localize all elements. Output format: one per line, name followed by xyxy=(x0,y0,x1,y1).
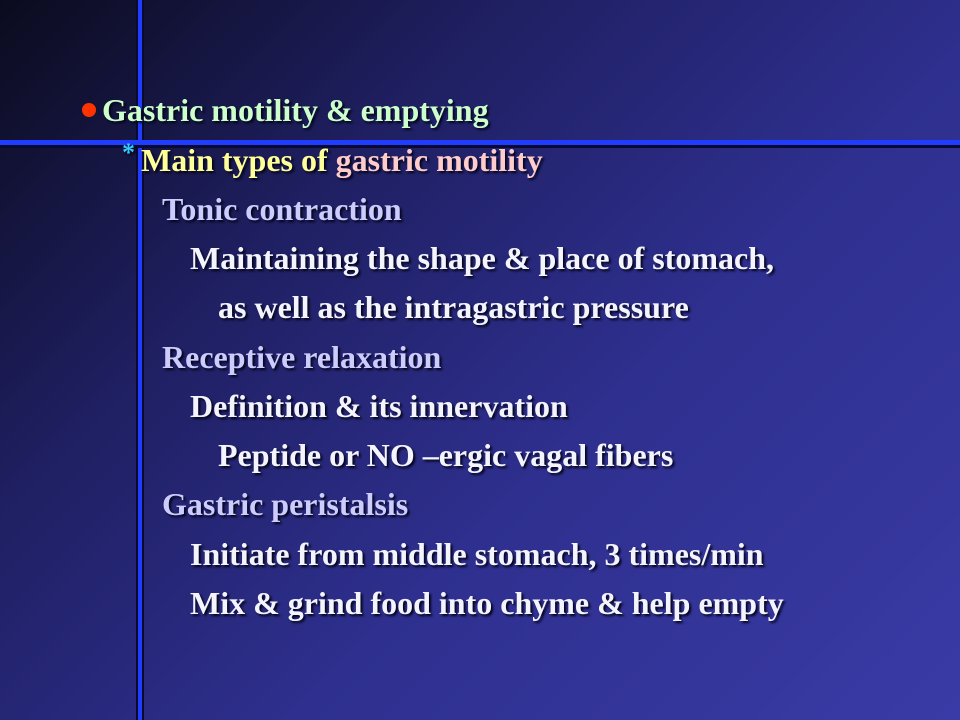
section-gastric-peristalsis: Gastric peristalsis xyxy=(162,486,409,522)
subheading-highlight: gastric motility xyxy=(335,142,543,178)
bullet-dot-icon xyxy=(82,103,96,117)
star-bullet-icon: * xyxy=(122,138,135,167)
body-line: as well as the intragastric pressure xyxy=(218,289,689,325)
body-line: Definition & its innervation xyxy=(190,388,568,424)
slide-heading xyxy=(82,90,489,130)
slide-subheading xyxy=(122,140,543,183)
section-tonic-contraction: Tonic contraction xyxy=(162,191,402,227)
body-line: Peptide or NO –ergic vagal fibers xyxy=(218,437,674,473)
body-line: Initiate from middle stomach, 3 times/min xyxy=(190,536,764,572)
section-receptive-relaxation: Receptive relaxation xyxy=(162,339,442,375)
body-line: Mix & grind food into chyme & help empty xyxy=(190,585,784,621)
subheading-prefix: Main types of xyxy=(141,142,336,178)
body-line: Maintaining the shape & place of stomach, xyxy=(190,240,774,276)
heading-text: Gastric motility & emptying xyxy=(102,92,489,128)
